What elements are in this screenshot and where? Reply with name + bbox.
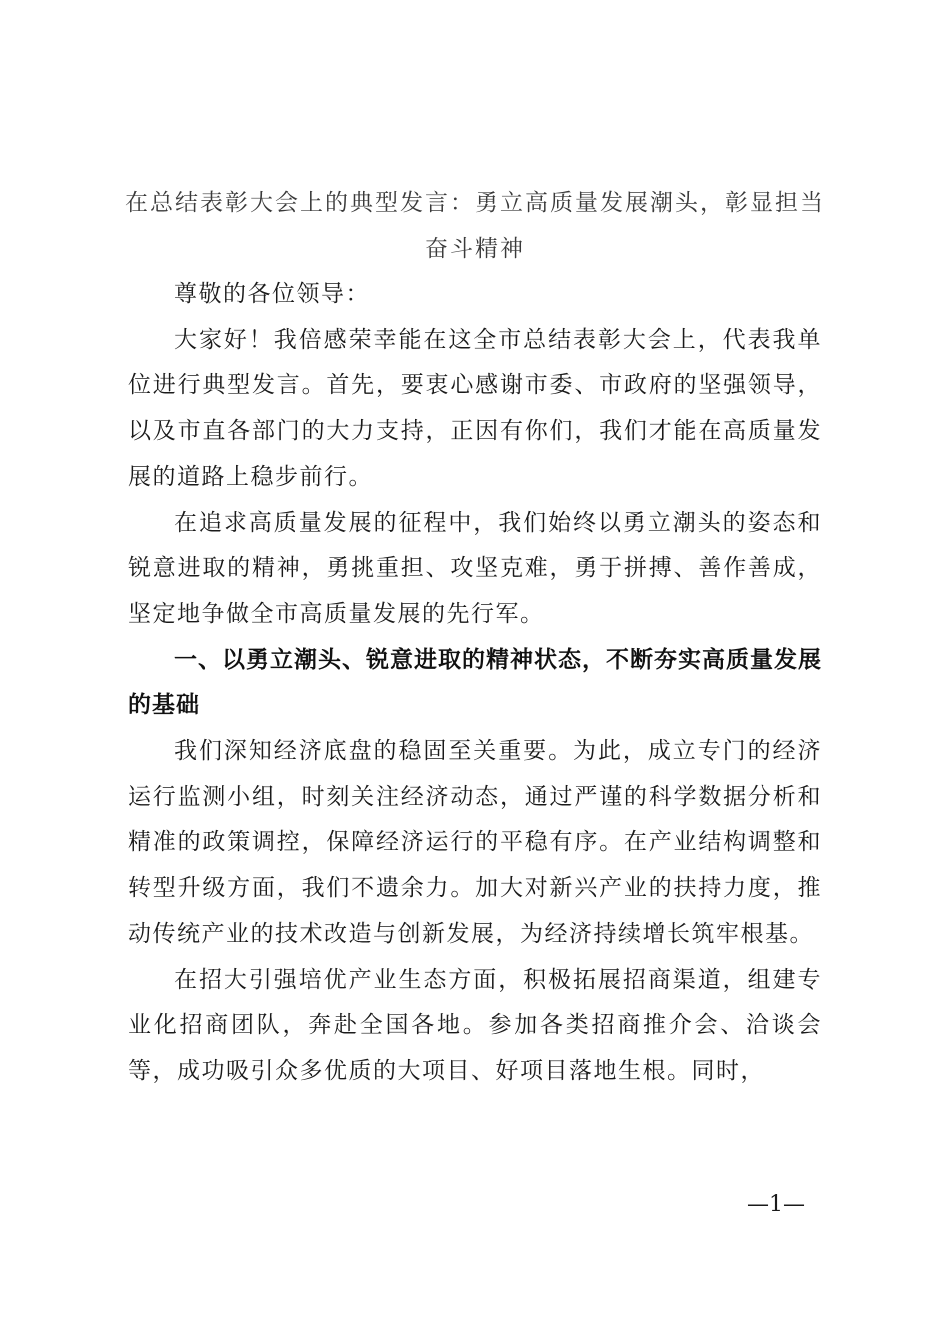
- page-number: —1—: [747, 1192, 805, 1217]
- document-body: [128, 272, 822, 1095]
- document-title: 在总结表彰大会上的典型发言：勇立高质量发展潮头，彰显担当奋斗精神: [125, 190, 825, 262]
- section-paragraph-2: 在招大引强培优产业生态方面，积极拓展招商渠道，组建专业化招商团队，奔赴全国各地。参加各类招商推介会、洽谈会等，成功吸引众多优质的大项目、好项目落地生根。同时，: [128, 966, 822, 1084]
- section-paragraph-1: 我们深知经济底盘的稳固至关重要。为此，成立专门的经济运行监测小组，时刻关注经济动态，通过严谨的科学数据分析和精准的政策调控，保障经济运行的平稳有序。在产业结构调整和转型升级方面，我们不遗余力。加大对新兴产业的扶持力度，推动传统产业的技术改造与创新发展，为经济持续增长筑牢根基。: [128, 738, 822, 947]
- salutation: 尊敬的各位领导：: [174, 281, 370, 307]
- paragraph-1: 大家好！我倍感荣幸能在这全市总结表彰大会上，代表我单位进行典型发言。首先，要衷心感谢市委、市政府的坚强领导，以及市直各部门的大力支持，正因有你们，我们才能在高质量发展的道路上稳步前行。: [128, 326, 822, 490]
- paragraph-2: 在追求高质量发展的征程中，我们始终以勇立潮头的姿态和锐意进取的精神，勇挑重担、攻坚克难，勇于拼搏、善作善成，坚定地争做全市高质量发展的先行军。: [128, 509, 822, 627]
- section-heading: 一、以勇立潮头、锐意进取的精神状态，不断夯实高质量发展的基础: [128, 646, 822, 719]
